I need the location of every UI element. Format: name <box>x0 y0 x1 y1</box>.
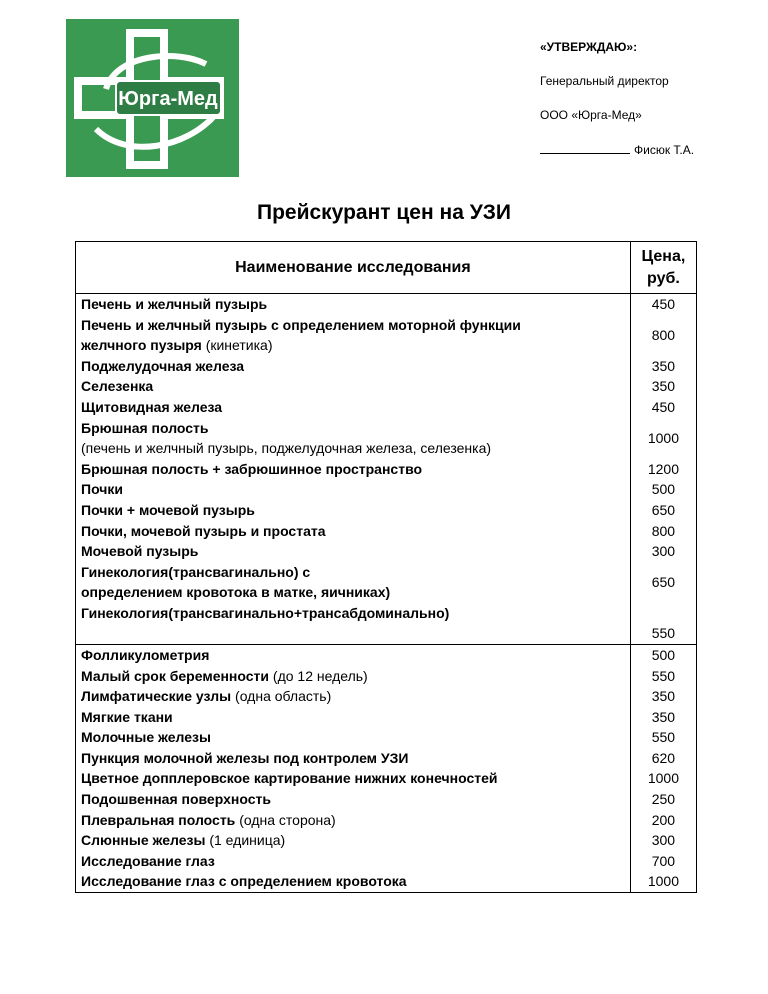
table-row <box>76 541 697 562</box>
row-name: Цветное допплеровское картирование нижних конечностей <box>76 768 631 789</box>
header-price-line2: руб. <box>647 269 680 287</box>
row-price: 550 <box>630 603 696 645</box>
row-price: 700 <box>630 851 696 872</box>
table-row <box>76 727 697 748</box>
row-name-line2: определением кровотока в матке, яичниках) <box>81 584 391 601</box>
row-price: 300 <box>630 830 696 851</box>
row-name-line1: Слюнные железы <box>81 832 206 849</box>
row-name: Исследование глаз <box>76 851 631 872</box>
row-name <box>76 666 631 687</box>
table-row <box>76 810 697 831</box>
table-row <box>76 748 697 769</box>
row-name <box>76 562 631 603</box>
row-name-line1: Малый срок беременности <box>81 667 270 684</box>
row-price: 650 <box>630 562 696 603</box>
row-name: Брюшная полость + забрюшинное пространство <box>76 459 631 480</box>
row-note: (1 единица) <box>209 832 286 849</box>
row-price: 800 <box>630 315 696 356</box>
company-logo <box>66 19 239 177</box>
row-note: (одна сторона) <box>239 811 336 828</box>
table-row <box>76 830 697 851</box>
page-title: Прейскурант цен на УЗИ <box>256 201 512 224</box>
row-name: Почки + мочевой пузырь <box>76 500 631 521</box>
table-row <box>76 521 697 542</box>
row-name: Пункция молочной железы под контролем УЗИ <box>76 748 631 769</box>
row-name: Селезенка <box>76 376 631 397</box>
table-row <box>76 603 697 645</box>
row-name-line1: Плевральная полость <box>81 811 236 828</box>
approval-signature <box>540 142 694 157</box>
row-note: (до 12 недель) <box>272 667 368 684</box>
row-name: Молочные железы <box>76 727 631 748</box>
table-row <box>76 768 697 789</box>
row-price: 250 <box>630 789 696 810</box>
row-price: 1000 <box>630 768 696 789</box>
row-price: 450 <box>630 294 696 315</box>
row-price: 1000 <box>630 871 696 892</box>
row-name: Поджелудочная железа <box>76 356 631 377</box>
header-name: Наименование исследования <box>76 242 631 294</box>
row-name: Щитовидная железа <box>76 397 631 418</box>
row-price: 550 <box>630 727 696 748</box>
table-row <box>76 686 697 707</box>
row-name: Мочевой пузырь <box>76 541 631 562</box>
table-row <box>76 666 697 687</box>
table-row <box>76 851 697 872</box>
table-row <box>76 315 697 356</box>
row-price: 620 <box>630 748 696 769</box>
row-name: Почки, мочевой пузырь и простата <box>76 521 631 542</box>
row-note: (кинетика) <box>205 337 273 354</box>
row-name: Фолликулометрия <box>76 644 631 665</box>
row-name: Мягкие ткани <box>76 707 631 728</box>
table-row <box>76 644 697 665</box>
row-price: 500 <box>630 479 696 500</box>
row-price: 350 <box>630 707 696 728</box>
approval-company: ООО «Юрга-Мед» <box>540 108 642 122</box>
row-name-line1: Печень и желчный пузырь с определением моторной функции <box>81 316 521 333</box>
row-price: 350 <box>630 376 696 397</box>
table-row <box>76 356 697 377</box>
table-row <box>76 397 697 418</box>
row-price: 350 <box>630 686 696 707</box>
row-price: 650 <box>630 500 696 521</box>
row-name: Почки <box>76 479 631 500</box>
row-name: Печень и желчный пузырь <box>76 294 631 315</box>
row-name: Исследование глаз с определением кровотока <box>76 871 631 892</box>
row-price: 300 <box>630 541 696 562</box>
row-name <box>76 686 631 707</box>
row-name-line2: желчного пузыря <box>81 337 202 354</box>
row-price: 350 <box>630 356 696 377</box>
table-row <box>76 418 697 459</box>
row-name-line1: Лимфатические узлы <box>81 688 232 705</box>
row-name: Подошвенная поверхность <box>76 789 631 810</box>
approval-position: Генеральный директор <box>540 74 669 88</box>
signature-line <box>540 142 630 154</box>
table-row <box>76 871 697 892</box>
table-row <box>76 294 697 315</box>
row-name <box>76 418 631 459</box>
price-table <box>75 241 697 893</box>
header-price <box>630 242 696 294</box>
row-name: Гинекология(трансвагинально+трансабдоминально) <box>76 603 631 645</box>
approval-heading: «УТВЕРЖДАЮ»: <box>540 40 638 54</box>
table-row <box>76 500 697 521</box>
row-price: 1200 <box>630 459 696 480</box>
row-price: 200 <box>630 810 696 831</box>
row-name <box>76 315 631 356</box>
table-row <box>76 789 697 810</box>
table-row <box>76 376 697 397</box>
row-name-line1: Брюшная полость <box>81 419 209 436</box>
table-row <box>76 707 697 728</box>
row-price: 1000 <box>630 418 696 459</box>
row-price: 500 <box>630 644 696 665</box>
row-price: 450 <box>630 397 696 418</box>
row-note: (печень и желчный пузырь, поджелудочная железа, селезенка) <box>81 440 492 457</box>
row-name-line1: Гинекология(трансвагинально) с <box>81 563 311 580</box>
row-price: 800 <box>630 521 696 542</box>
table-row <box>76 562 697 603</box>
row-price: 550 <box>630 666 696 687</box>
table-row <box>76 479 697 500</box>
header-price-line1: Цена, <box>641 247 686 265</box>
table-row <box>76 459 697 480</box>
row-note: (одна область) <box>235 688 332 705</box>
row-name <box>76 830 631 851</box>
table-header <box>76 242 697 294</box>
logo-text: Юрга-Мед <box>118 88 218 110</box>
row-name <box>76 810 631 831</box>
signature-name: Фисюк Т.А. <box>634 143 695 157</box>
